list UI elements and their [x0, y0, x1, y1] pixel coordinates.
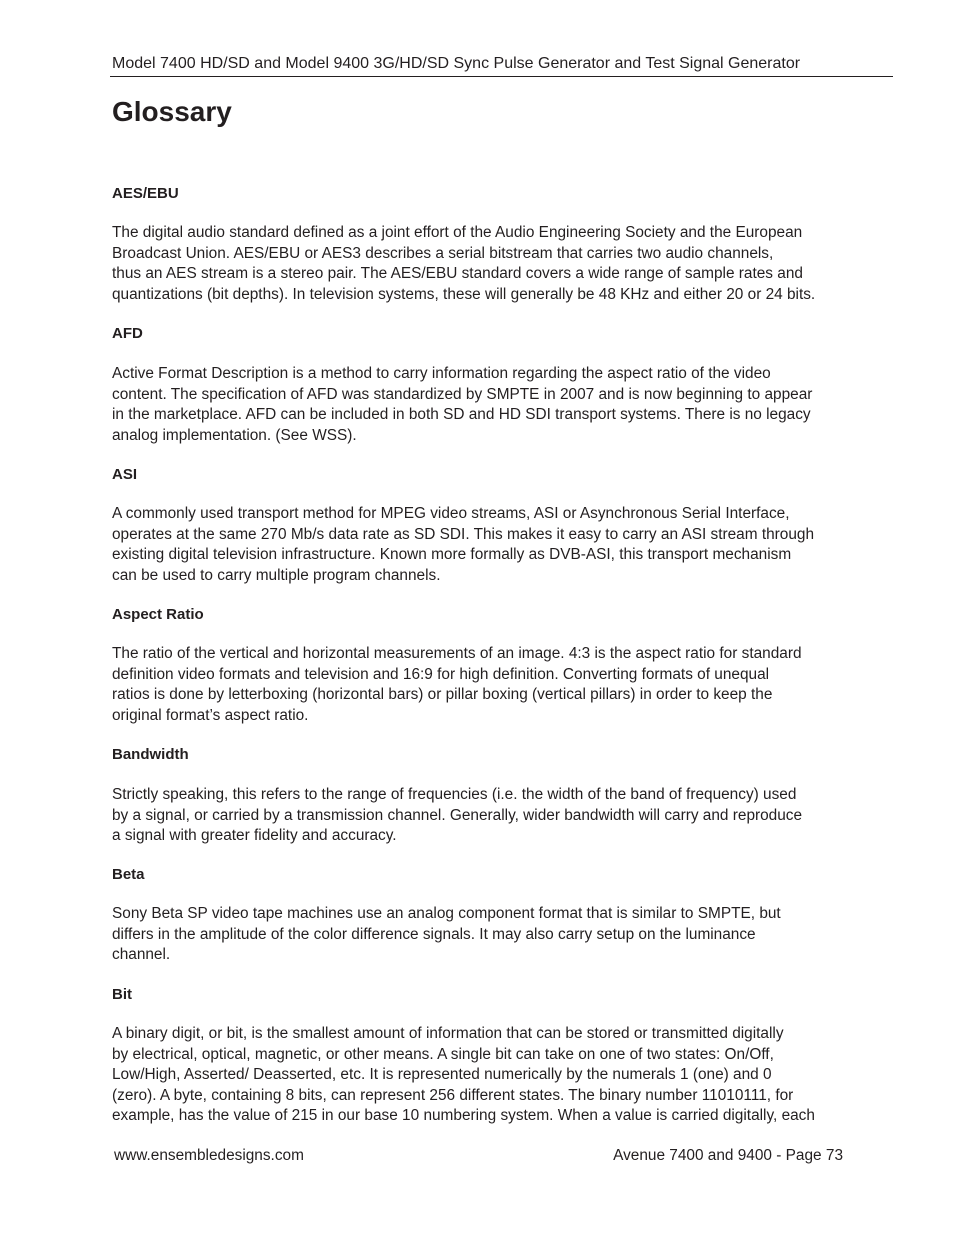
term-aes-ebu: AES/EBU — [112, 185, 179, 202]
definition-bandwidth — [112, 785, 847, 847]
definition-line: thus an AES stream is a stereo pair. The AES/EBU standard covers a wide range of sample rates and — [112, 265, 803, 283]
definition-line: a signal with greater fidelity and accuracy. — [112, 827, 397, 845]
definition-line: content. The specification of AFD was standardized by SMPTE in 2007 and is now beginning to appear — [112, 385, 813, 403]
definition-line: Active Format Description is a method to carry information regarding the aspect ratio of the video — [112, 365, 771, 382]
definition-line: channel. — [112, 946, 171, 964]
definition-line: Sony Beta SP video tape machines use an analog component format that is similar to SMPTE, but — [112, 905, 781, 922]
term-aspect-ratio: Aspect Ratio — [112, 606, 204, 623]
definition-line: example, has the value of 215 in our base 10 numbering system. When a value is carried digitally, each — [112, 1107, 815, 1125]
term-bandwidth: Bandwidth — [112, 746, 189, 763]
definition-line: Broadcast Union. AES/EBU or AES3 describes a serial bitstream that carries two audio channels, — [112, 244, 774, 262]
term-asi: ASI — [112, 466, 138, 483]
definition-line: operates at the same 270 Mb/s data rate as SD SDI. This makes it easy to carry an ASI stream through — [112, 525, 815, 543]
definition-bit — [112, 1024, 847, 1127]
definition-line: definition video formats and television and 16:9 for high definition. Converting formats of unequal — [112, 665, 770, 683]
definition-line: in the marketplace. AFD can be included in both SD and HD SDI transport systems. There is no legacy — [112, 406, 811, 424]
definition-beta — [112, 904, 847, 966]
definition-line: can be used to carry multiple program channels. — [112, 566, 441, 584]
footer-website: www.ensembledesigns.com — [114, 1147, 304, 1164]
definition-line: A commonly used transport method for MPEG video streams, ASI or Asynchronous Serial Interface, — [112, 505, 790, 522]
definition-line: quantizations (bit depths). In television systems, these will generally be 48 KHz and either 20 or 24 bits. — [112, 285, 816, 303]
definition-line: original format’s aspect ratio. — [112, 706, 309, 724]
definition-line: differs in the amplitude of the color difference signals. It may also carry setup on the luminance — [112, 925, 756, 943]
page-title: Glossary — [112, 96, 232, 127]
definition-line: (zero). A byte, containing 8 bits, can represent 256 different states. The binary number 11010111, for — [112, 1086, 794, 1104]
definition-line: A binary digit, or bit, is the smallest amount of information that can be stored or transmitted digitally — [112, 1025, 784, 1042]
definition-aspect-ratio — [112, 644, 847, 726]
footer-page-label: Avenue 7400 and 9400 - Page 73 — [613, 1147, 843, 1164]
definition-asi — [112, 504, 847, 586]
definition-line: The digital audio standard defined as a joint effort of the Audio Engineering Society and the European — [112, 224, 803, 241]
term-bit: Bit — [112, 986, 132, 1003]
definition-line: by a signal, or carried by a transmission channel. Generally, wider bandwidth will carry and reproduce — [112, 806, 803, 824]
definition-afd — [112, 364, 847, 446]
definition-line: ratios is done by letterboxing (horizontal bars) or pillar boxing (vertical pillars) in order to keep the — [112, 686, 773, 704]
running-header: Model 7400 HD/SD and Model 9400 3G/HD/SD Sync Pulse Generator and Test Signal Generator — [112, 55, 801, 72]
term-afd: AFD — [112, 325, 143, 342]
definition-aes-ebu — [112, 223, 847, 305]
definition-line: The ratio of the vertical and horizontal measurements of an image. 4:3 is the aspect ratio for standard — [112, 645, 802, 662]
definition-line: by electrical, optical, magnetic, or other means. A single bit can take on one of two states: On/Off, — [112, 1045, 774, 1063]
term-beta: Beta — [112, 866, 145, 883]
definition-line: Strictly speaking, this refers to the range of frequencies (i.e. the width of the band of frequency) used — [112, 786, 797, 803]
definition-line: Low/High, Asserted/ Deasserted, etc. It is represented numerically by the numerals 1 (one) and 0 — [112, 1066, 772, 1084]
definition-line: analog implementation. (See WSS). — [112, 426, 357, 444]
definition-line: existing digital television infrastructure. Known more formally as DVB-ASI, this transport mechanism — [112, 546, 792, 564]
header-rule — [110, 76, 893, 77]
